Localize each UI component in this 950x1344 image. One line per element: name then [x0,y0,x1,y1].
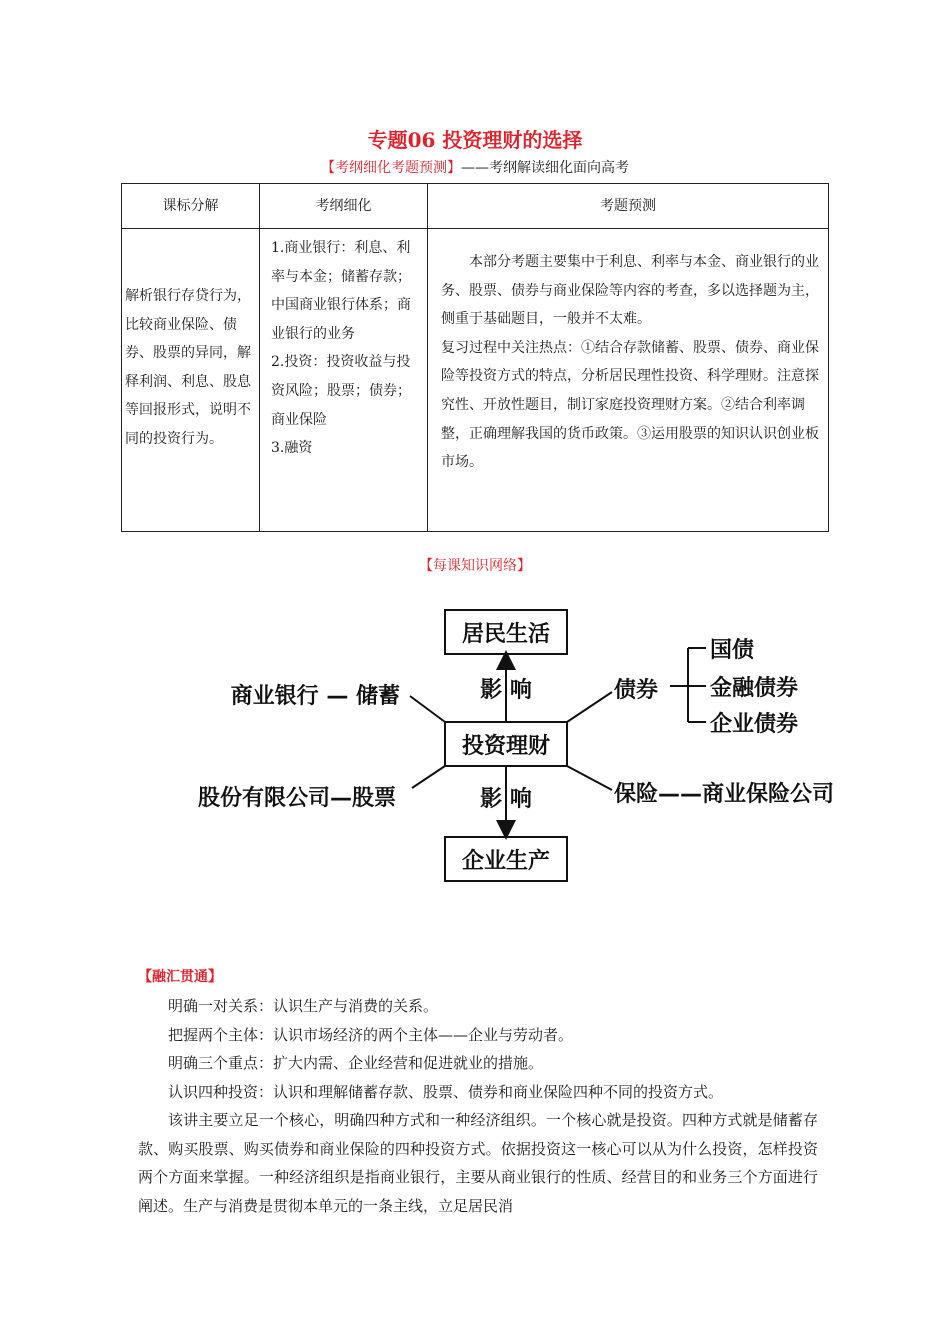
connector-right-bottom [567,766,612,790]
left-top-label: 商业银行 — 储蓄 [230,684,400,709]
outline-item: 1.商业银行：利息、利率与本金；储蓄存款；中国商业银行体系；商业银行的业务 [271,240,411,342]
outline-item: 3.融资 [271,440,313,457]
summary-line: 把握两个主体：认识市场经济的两个主体——企业与劳动者。 [168,1025,574,1044]
subtitle-bracket: 【考纲细化考题预测】 [321,160,461,176]
top-node-label: 居民生活 [461,622,551,647]
bottom-node-label: 企业生产 [461,849,551,874]
prediction-paragraph: 本部分考题主要集中于利息、利率与本金、商业银行的业务、股票、债券与商业保险等内容的考查，多以选择题为主，侧重于基础题目，一般并不太难。 [441,254,819,328]
center-node-label: 投资理财 [461,734,551,759]
bond-type-label: 企业债券 [710,712,799,737]
page-title: 专题06 投资理财的选择 [367,128,583,152]
table-cell [260,229,428,532]
bond-label: 债券 [614,678,659,703]
insurance-label: 保险——商业保险公司 [614,782,835,807]
prediction-paragraph: 复习过程中关注热点：①结合存款储蓄、股票、债券、商业保险等投资方式的特点，分析居民理性投资、科学理财。注意探究性、开放性题目，制订家庭投资理财方案。②结合利率调整，正确理解我国的货币政策。③运用股票的知识认识创业板市场。 [441,339,819,471]
table-header: 考题预测 [428,184,829,229]
connector-right-top [567,692,612,722]
table-cell [122,229,260,532]
syllabus-table [121,183,829,532]
subtitle-text: ——考纲解读细化面向高考 [461,160,629,176]
table-row [122,229,829,532]
summary-line: 认识四种投资：认识和理解储蓄存款、股票、债券和商业保险四种不同的投资方式。 [168,1082,724,1101]
network-title: 【每课知识网络】 [419,558,531,574]
connector-left-bottom [412,766,445,788]
outline-detail [261,230,426,463]
summary-line: 明确一对关系：认识生产与消费的关系。 [168,997,439,1015]
summary-paragraph: 该讲主要立足一个核心，明确四种方式和一种经济组织。一个核心就是投资。四种方式就是储蓄存款、购买股票、购买债券和商业保险的四种投资方式。依据投资这一核心可以从为什么投资，怎样投资两个方面来掌握。一种经济组织是指商业银行，主要从商业银行的性质、经营目的和业务三个方面进行阐述。生产与消费是贯彻本单元的一条主线，立足居民消 [138,1111,818,1215]
standard-breakdown-text: 解析银行存贷行为，比较商业保险、债券、股票的异同，解释利润、利息、股息等回报形式，说明不同的投资行为。 [125,288,251,447]
table-header: 考纲细化 [260,184,428,229]
table-header-row [122,184,829,229]
section-title: 【融汇贯通】 [138,969,222,985]
outline-item: 2.投资：投资收益与投资风险；股票；债券；商业保险 [271,354,411,428]
influence-top-label: 影 响 [480,678,532,703]
connector-left-top [410,696,445,722]
summary-line: 明确三个重点：扩大内需、企业经营和促进就业的措施。 [168,1054,544,1072]
influence-bottom-label: 影 响 [480,787,532,812]
table-header: 课标分解 [122,184,260,229]
exam-prediction [429,230,827,477]
bond-type-label: 国债 [710,638,755,663]
knowledge-network-diagram [160,600,880,890]
table-cell [428,229,829,532]
bond-type-label: 金融债券 [710,676,799,701]
page-subtitle [0,157,950,177]
left-bottom-label: 股份有限公司—股票 [197,786,396,811]
summary-section [138,992,818,1220]
